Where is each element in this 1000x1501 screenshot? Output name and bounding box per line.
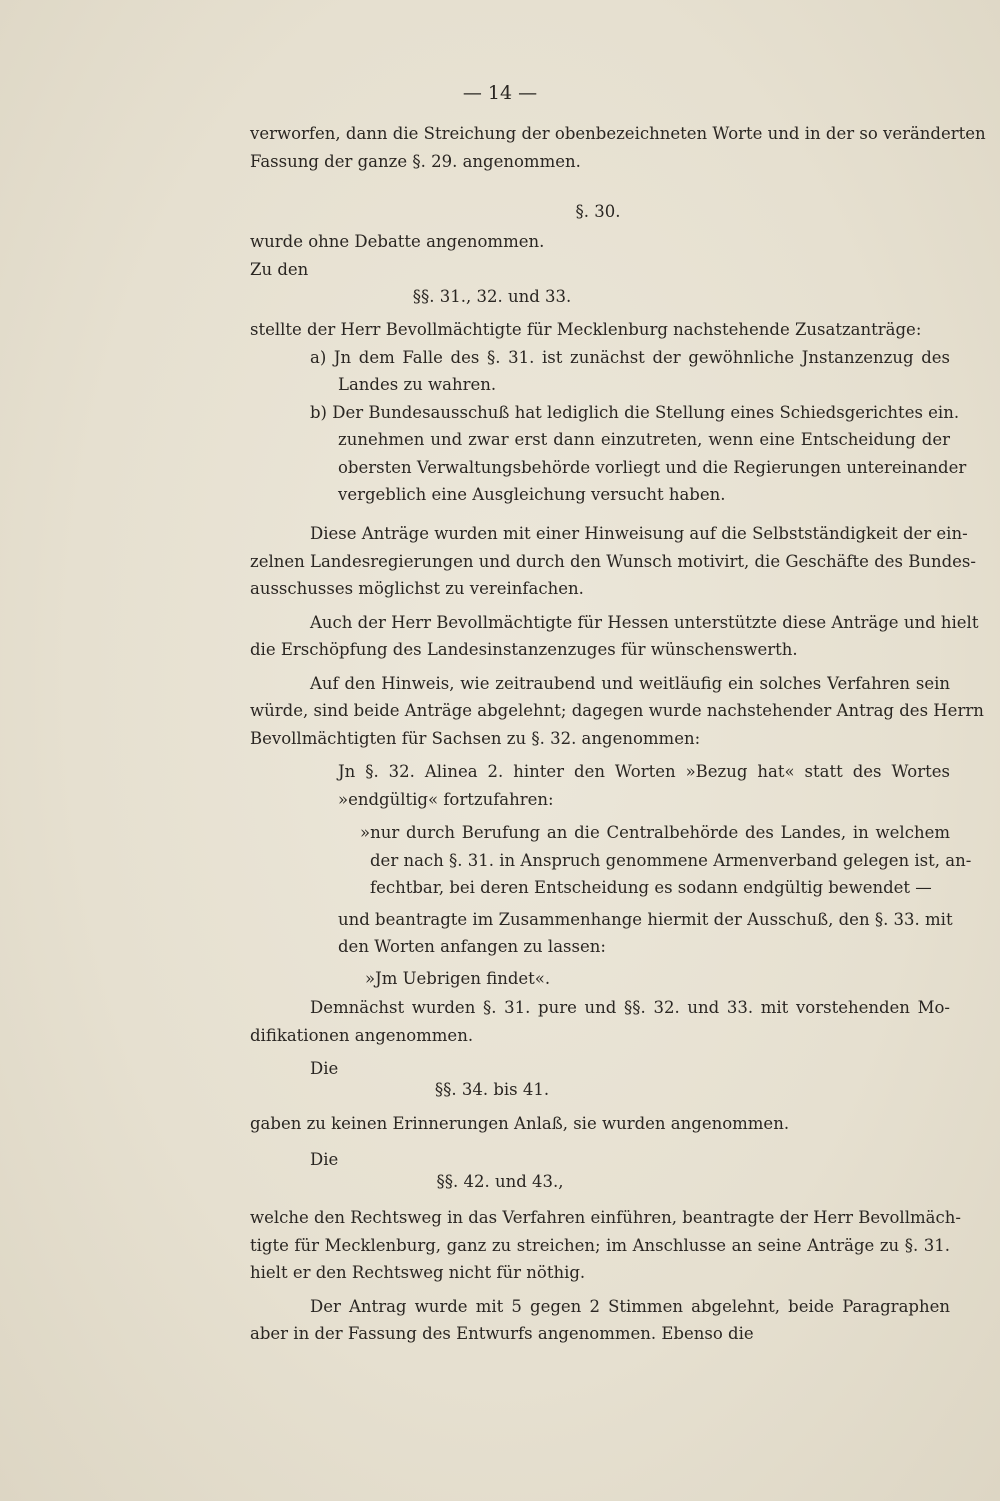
page-number: — 14 — bbox=[462, 82, 538, 104]
text-line: Zu den bbox=[250, 259, 309, 279]
text-line: Bevollmächtigten für Sachsen zu §. 32. angenommen: bbox=[250, 728, 701, 748]
paragraph-42-43 bbox=[250, 1204, 961, 1348]
text-line: difikationen angenommen. bbox=[250, 1025, 474, 1045]
text-line: ausschusses möglichst zu vereinfachen. bbox=[250, 579, 584, 598]
section-heading-42-43: §§. 42. und 43., bbox=[436, 1172, 564, 1191]
section-heading-31-33: §§. 31., 32. und 33. bbox=[412, 287, 572, 306]
text-line: »endgültig« fortzufahren: bbox=[338, 789, 554, 809]
text-line: a) Jn dem Falle des §. 31. ist zunächst der gewöhnliche Jnstanzenzug des bbox=[310, 347, 950, 367]
text-line: Fassung der ganze §. 29. angenommen. bbox=[250, 151, 581, 171]
text-line: zelnen Landesregierungen und durch den Wunsch motivirt, die Geschäfte des Bundes- bbox=[250, 551, 976, 571]
section-heading-34-41: §§. 34. bis 41. bbox=[434, 1080, 550, 1099]
text-line: der nach §. 31. in Anspruch genommene Armenverband gelegen ist, an- bbox=[370, 850, 972, 870]
text-line: Die bbox=[310, 1149, 339, 1169]
text-line: Demnächst wurden §. 31. pure und §§. 32. und 33. mit vorstehenden Mo- bbox=[310, 998, 950, 1017]
text-line: verworfen, dann die Streichung der obenbezeichneten Worte und in der so veränderten bbox=[250, 124, 986, 143]
paragraph-saxony-motion bbox=[250, 758, 972, 992]
text-line: Der Antrag wurde mit 5 gegen 2 Stimmen abgelehnt, beide Paragraphen bbox=[310, 1296, 950, 1316]
text-line: zunehmen und zwar erst dann einzutreten, wenn eine Entscheidung der bbox=[338, 430, 950, 449]
text-line: Diese Anträge wurden mit einer Hinweisung auf die Selbstständigkeit der ein- bbox=[310, 524, 968, 543]
paragraph-34-41 bbox=[250, 1110, 950, 1173]
text-line: und beantragte im Zusammenhange hiermit der Ausschuß, den §. 33. mit bbox=[338, 909, 953, 929]
text-line: Jn §. 32. Alinea 2. hinter den Worten »Bezug hat« statt des Wortes bbox=[338, 762, 950, 781]
text-line: b) Der Bundesausschuß hat lediglich die Stellung eines Schiedsgerichtes ein. bbox=[310, 402, 960, 422]
text-line: gaben zu keinen Erinnerungen Anlaß, sie wurden angenommen. bbox=[250, 1114, 790, 1133]
paragraph-30 bbox=[250, 228, 950, 283]
text-line: Auch der Herr Bevollmächtigte für Hessen unterstützte diese Anträge und hielt bbox=[310, 612, 979, 632]
text-line: stellte der Herr Bevollmächtigte für Mecklenburg nachstehende Zusatzanträge: bbox=[250, 320, 922, 339]
paragraph-motivation bbox=[250, 520, 984, 752]
text-line: obersten Verwaltungsbehörde vorliegt und die Regierungen untereinander bbox=[338, 457, 967, 477]
paragraph-mecklenburg-motions bbox=[250, 316, 967, 509]
text-line: welche den Rechtsweg in das Verfahren einführen, beantragte der Herr Bevollmäch- bbox=[250, 1208, 961, 1227]
text-line: hielt er den Rechtsweg nicht für nöthig. bbox=[250, 1263, 586, 1282]
text-line: die Erschöpfung des Landesinstanzenzuges für wünschenswerth. bbox=[250, 640, 798, 659]
paragraph-adoption bbox=[250, 994, 950, 1083]
text-line: »Jm Uebrigen findet«. bbox=[365, 968, 551, 988]
text-line: würde, sind beide Anträge abgelehnt; dagegen wurde nachstehender Antrag des Herrn bbox=[250, 701, 984, 720]
text-line: den Worten anfangen zu lassen: bbox=[338, 937, 606, 956]
text-line: tigte für Mecklenburg, ganz zu streichen; im Anschlusse an seine Anträge zu §. 31. bbox=[250, 1235, 950, 1255]
paragraph-29-end bbox=[250, 120, 986, 175]
text-line: aber in der Fassung des Entwurfs angenommen. Ebenso die bbox=[250, 1324, 754, 1343]
text-line: Die bbox=[310, 1059, 339, 1078]
text-line: fechtbar, bei deren Entscheidung es sodann endgültig bewendet — bbox=[370, 878, 932, 897]
section-heading-30: §. 30. bbox=[575, 202, 621, 221]
text-line: wurde ohne Debatte angenommen. bbox=[250, 232, 545, 251]
text-line: Landes zu wahren. bbox=[338, 375, 497, 394]
text-line: vergeblich eine Ausgleichung versucht haben. bbox=[338, 485, 726, 504]
text-line: Auf den Hinweis, wie zeitraubend und weitläufig ein solches Verfahren sein bbox=[310, 673, 950, 693]
text-line: »nur durch Berufung an die Centralbehörde des Landes, in welchem bbox=[360, 823, 950, 842]
